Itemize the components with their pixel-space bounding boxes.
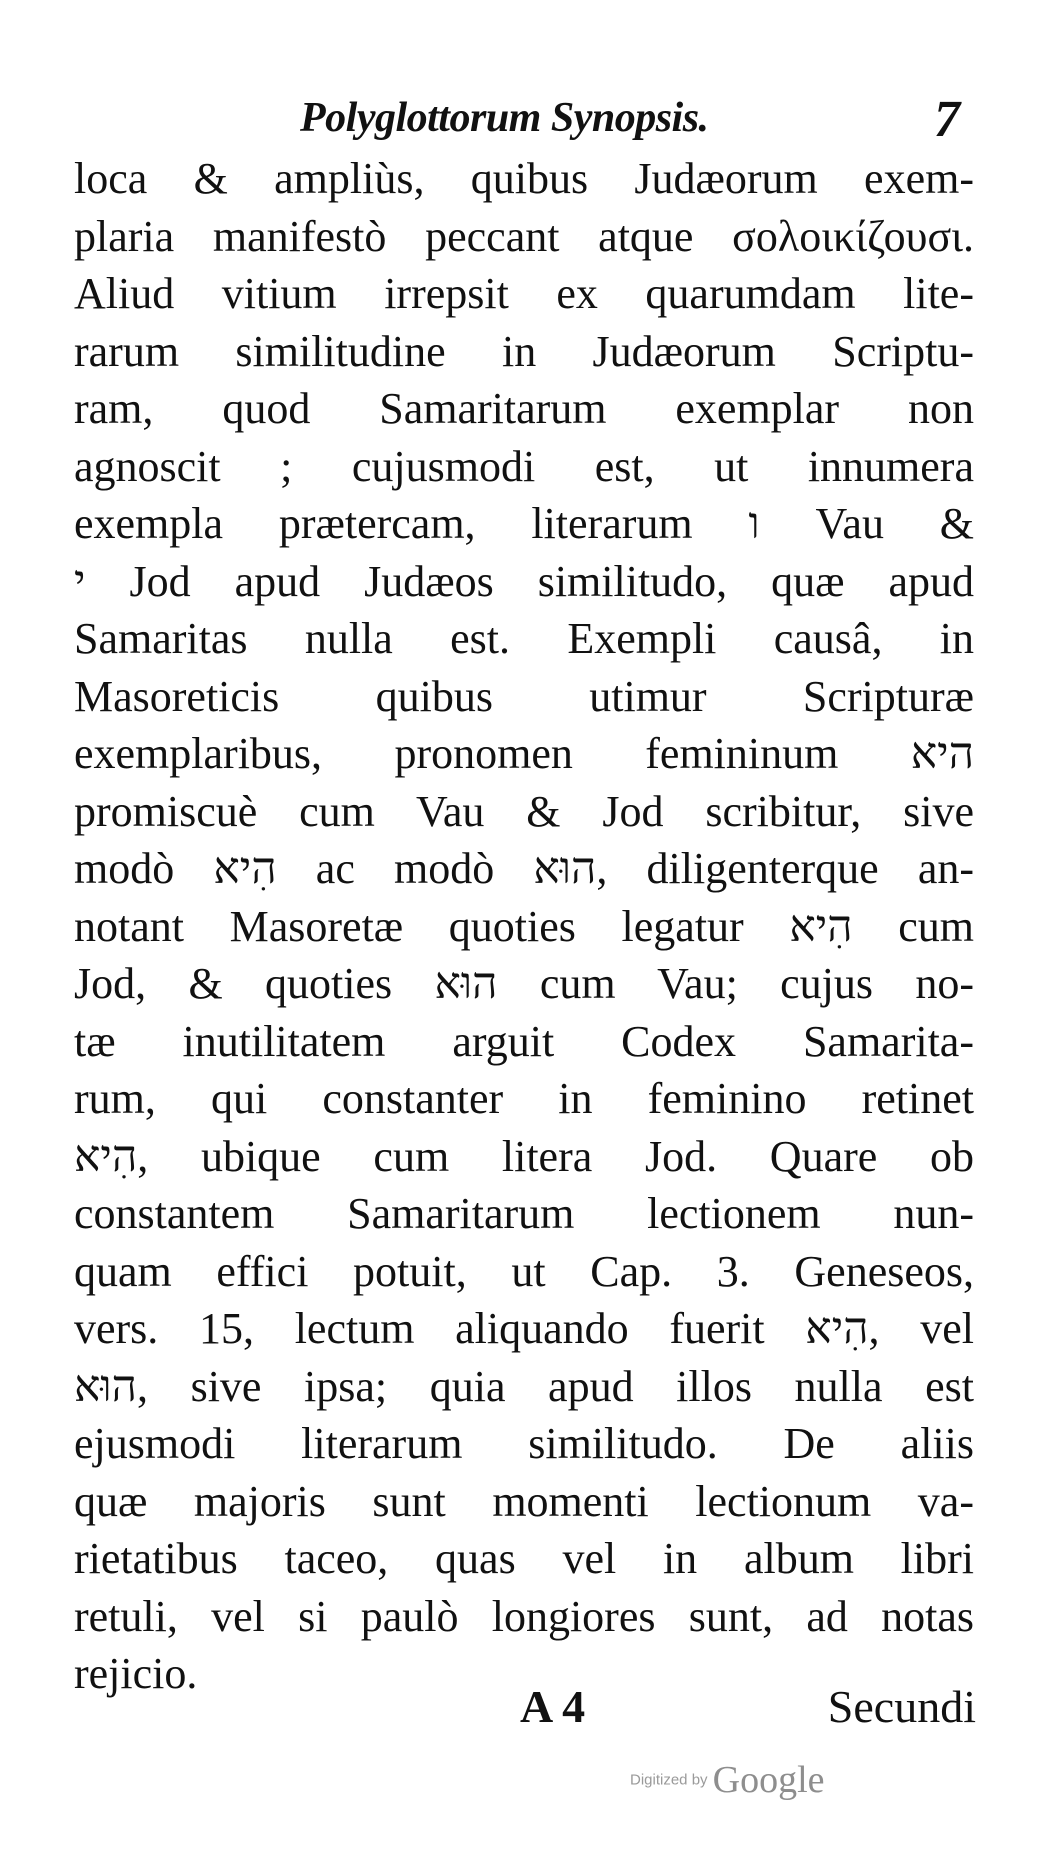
text-line: Masoreticis quibus utimur Scripturæ <box>74 671 974 721</box>
google-logo: Google <box>712 1759 825 1801</box>
text-line: agnoscit ; cujusmodi est, ut innumera <box>74 441 974 491</box>
text-line: Samaritas nulla est. Exempli causâ, in <box>74 614 974 663</box>
text-line: י Jod apud Judæos similitudo, quæ apud <box>74 556 974 606</box>
text-line: tæ inutilitatem arguit Codex Samarita- <box>74 1016 974 1066</box>
text-line: modò הִיא ac modò הוּא, diligenterque an- <box>74 844 974 893</box>
text-line: constantem Samaritarum lectionem nun- <box>74 1189 974 1238</box>
text-line: quam effici potuit, ut Cap. 3. Geneseos, <box>74 1246 974 1296</box>
text-line: vers. 15, lectum aliquando fuerit הִיא, vel <box>74 1304 974 1353</box>
text-line: הִיא, ubique cum litera Jod. Quare ob <box>74 1131 974 1181</box>
text-line: promiscuè cum Vau & Jod scribitur, sive <box>74 786 974 836</box>
text-line: ram, quod Samaritarum exemplar non <box>74 384 974 433</box>
text-line: הוּא, sive ipsa; quia apud illos nulla est <box>74 1361 974 1411</box>
text-line: quæ majoris sunt momenti lectionum va- <box>74 1476 974 1526</box>
text-line: rarum similitudine in Judæorum Scriptu- <box>74 326 974 376</box>
running-head-title: Polyglottorum Synopsis. <box>300 95 709 141</box>
text-line-last: rejicio. <box>74 1649 198 1698</box>
running-head <box>300 90 960 150</box>
page-number: 7 <box>934 91 960 148</box>
watermark-prefix: Digitized by <box>630 1771 708 1789</box>
text-line: Jod, & quoties הוּא cum Vau; cujus no- <box>74 959 975 1008</box>
text-line: retuli, vel si paulò longiores sunt, ad notas <box>74 1591 974 1641</box>
text-line: exempla prætercam, literarum ו Vau & <box>74 499 974 548</box>
text-line: ejusmodi literarum similitudo. De aliis <box>74 1419 974 1468</box>
body-text <box>74 150 974 1703</box>
text-line: exemplaribus, pronomen femininum היא <box>74 729 974 778</box>
text-line: plaria manifestò peccant atque σολοικίζουσι. <box>74 211 974 261</box>
text-line: loca & ampliùs, quibus Judæorum exem- <box>74 154 974 203</box>
text-line: rum, qui constanter in feminino retinet <box>74 1074 974 1123</box>
text-line: rietatibus taceo, quas vel in album libri <box>74 1534 974 1583</box>
text-line: Aliud vitium irrepsit ex quarumdam lite- <box>74 269 974 318</box>
text-line: notant Masoretæ quoties legatur הִיא cum <box>74 901 974 951</box>
page-footer <box>520 1680 976 1750</box>
signature-mark: A 4 <box>520 1681 586 1732</box>
catchword: Secundi <box>827 1681 976 1732</box>
digitization-watermark <box>630 1758 825 1808</box>
